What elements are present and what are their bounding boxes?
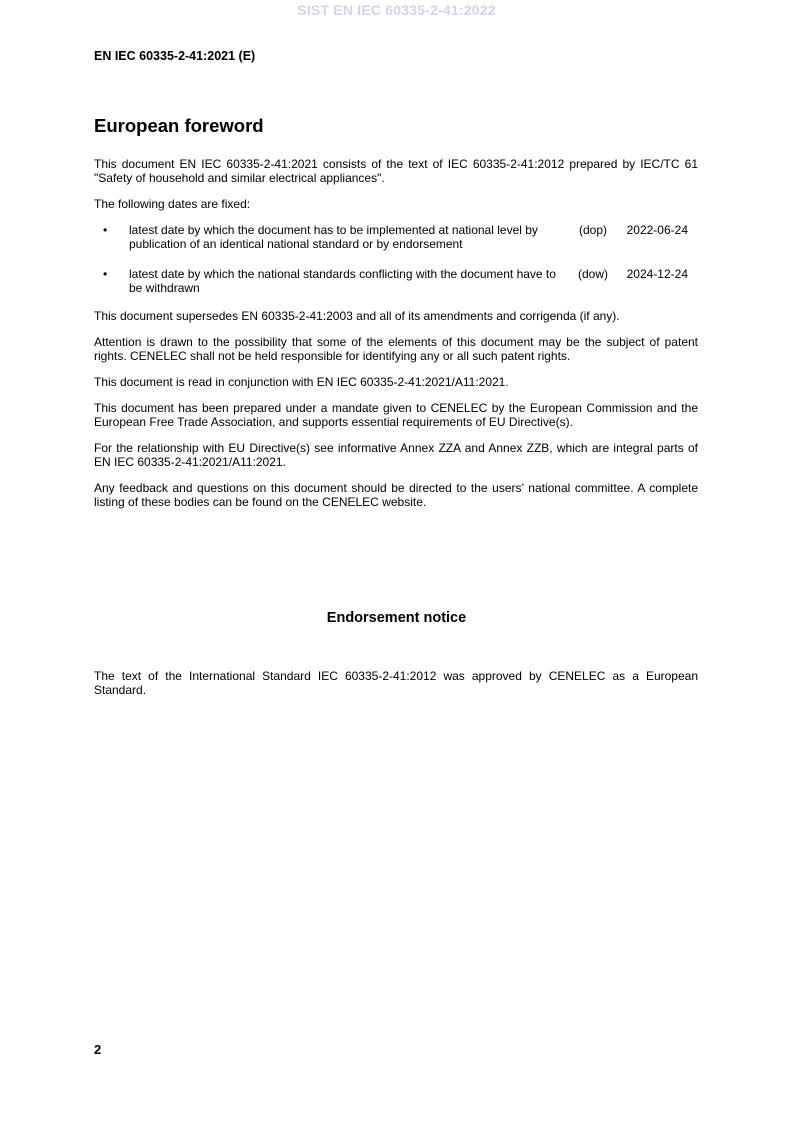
dates-intro: The following dates are fixed: (94, 197, 251, 211)
paragraph-supersedes: This document supersedes EN 60335-2-41:2003 and all of its amendments and corrigenda (if any). (94, 309, 620, 323)
list-item (94, 223, 698, 251)
dates-list (94, 223, 698, 295)
foreword-body (94, 157, 698, 521)
page-number: 2 (94, 1042, 102, 1057)
foreword-heading: European foreword (94, 115, 264, 136)
watermark: SIST EN IEC 60335-2-41:2022 (297, 2, 496, 18)
date-description: latest date by which the document has to be implemented at national level by publication of an identical national standard or by endorsement (129, 223, 538, 251)
paragraph-conjunction: This document is read in conjunction with EN IEC 60335-2-41:2021/A11:2021. (94, 375, 509, 389)
paragraph-patent: Attention is drawn to the possibility that some of the elements of this document may be the subject of patent rights. CENELEC shall not be held responsible for identifying any or all such patent rights. (94, 335, 698, 363)
date-abbreviation: (dow) (577, 267, 608, 281)
list-item (94, 267, 698, 295)
endorsement-heading: Endorsement notice (326, 610, 467, 626)
date-value: 2024-12-24 (626, 267, 688, 281)
date-abbreviation: (dop) (578, 223, 607, 237)
bullet-icon: • (103, 267, 108, 281)
date-value: 2022-06-24 (626, 223, 688, 237)
endorsement-text: The text of the International Standard IEC 60335-2-41:2012 was approved by CENELEC as a European Standard. (94, 669, 698, 697)
date-description: latest date by which the national standards conflicting with the document have to be withdrawn (129, 267, 556, 295)
bullet-icon: • (103, 223, 108, 237)
paragraph-directive: For the relationship with EU Directive(s) see informative Annex ZZA and Annex ZZB, which are integral parts of EN IEC 60335-2-41:2021/A11:2021. (94, 441, 698, 469)
paragraph-mandate: This document has been prepared under a mandate given to CENELEC by the European Commission and the European Free Trade Association, and supports essential requirements of EU Directive(s). (94, 401, 698, 429)
document-id: EN IEC 60335-2-41:2021 (E) (94, 49, 256, 63)
paragraph-feedback: Any feedback and questions on this document should be directed to the users’ national committee. A complete listing of these bodies can be found on the CENELEC website. (94, 481, 698, 509)
foreword-intro: This document EN IEC 60335-2-41:2021 consists of the text of IEC 60335-2-41:2012 prepared by IEC/TC 61 "Safety of household and similar electrical appliances". (94, 157, 698, 185)
